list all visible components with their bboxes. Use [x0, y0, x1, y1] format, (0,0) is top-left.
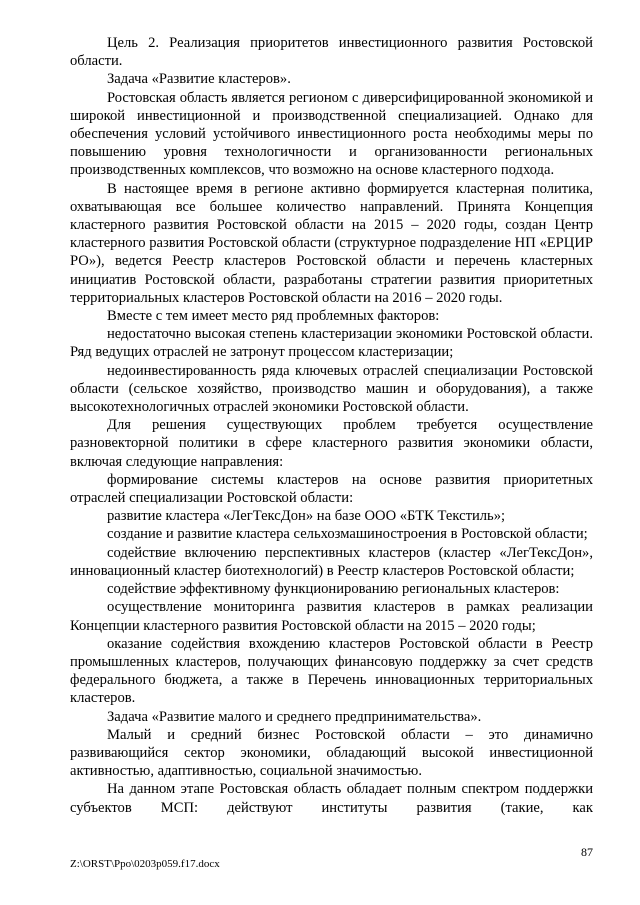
paragraph: Малый и средний бизнес Ростовской области – это динамично развивающийся сектор экономики, обладающий высокой инвестиционной активностью, адаптивностью, социальной значимостью.	[70, 726, 593, 780]
paragraph: На данном этапе Ростовская область обладает полным спектром поддержки субъектов МСП: действуют институты развития (такие, как	[70, 781, 593, 816]
task-heading-clusters: Задача «Развитие кластеров».	[107, 71, 291, 88]
paragraph: Для решения существующих проблем требуется осуществление разновекторной политики в сфере кластерного развития экономики области, включая следующие направления:	[70, 417, 593, 470]
paragraph: Ростовская область является регионом с диверсифицированной экономикой и широкой инвестиционной и производственной специализацией. Однако для обеспечения условий устойчивого инвестиционного роста необходимы меры по повышению уровня технологичности и организованности региональных производственных комплексов, что возможно на основе кластерного подхода.	[70, 89, 593, 179]
list-item: создание и развитие кластера сельхозмашиностроения в Ростовской области;	[107, 526, 588, 543]
page-number: 87	[581, 845, 593, 859]
list-item: осуществление мониторинга развития кластеров в рамках реализации Концепции кластерного развития Ростовской области на 2015 – 2020 годы;	[70, 599, 593, 634]
paragraph: В настоящее время в регионе активно формируется кластерная политика, охватывающая все большее количество направлений. Принята Концепция кластерного развития Ростовской области на 2015 – 2020 годы, создан Центр кластерного развития Ростовской области (структурное подразделение НП «ЕРЦИР РО»), ведется Реестр кластеров Ростовской области и перечень кластерных инициатив Ростовской области, разработаны стратегии развития приоритетных территориальных кластеров Ростовской области на 2016 – 2020 годы.	[70, 180, 593, 306]
list-item: оказание содействия вхождению кластеров Ростовской области в Реестр промышленных кластеров, получающих финансовую поддержку за счет средств федерального бюджета, а также в Перечень инновационных территориальных кластеров.	[70, 635, 593, 707]
list-item: недостаточно высокая степень кластеризации экономики Ростовской области. Ряд ведущих отраслей не затронут процессом кластеризации;	[70, 326, 593, 361]
list-item: содействие эффективному функционированию региональных кластеров:	[107, 581, 560, 598]
list-item: развитие кластера «ЛегТексДон» на базе ООО «БТК Текстиль»;	[107, 508, 506, 525]
task-heading-sme: Задача «Развитие малого и среднего предпринимательства».	[107, 708, 482, 725]
list-item: недоинвестированность ряда ключевых отраслей специализации Ростовской области (сельское хозяйство, производство машин и оборудования), а также высокотехнологичных отраслей экономики Ростовской области.	[70, 362, 593, 416]
goal-heading: Цель 2. Реализация приоритетов инвестиционного развития Ростовской области.	[70, 35, 593, 70]
file-path-footer: Z:\ORST\Ppo\0203p059.f17.docx	[70, 858, 220, 870]
list-item: содействие включению перспективных кластеров (кластер «ЛегТексДон», инновационный кластер биотехнологий) в Реестр кластеров Ростовской области;	[70, 544, 593, 579]
paragraph: Вместе с тем имеет место ряд проблемных факторов:	[107, 308, 440, 325]
document-body	[70, 34, 593, 817]
list-item: формирование системы кластеров на основе развития приоритетных отраслей специализации Ростовской области:	[70, 471, 593, 507]
